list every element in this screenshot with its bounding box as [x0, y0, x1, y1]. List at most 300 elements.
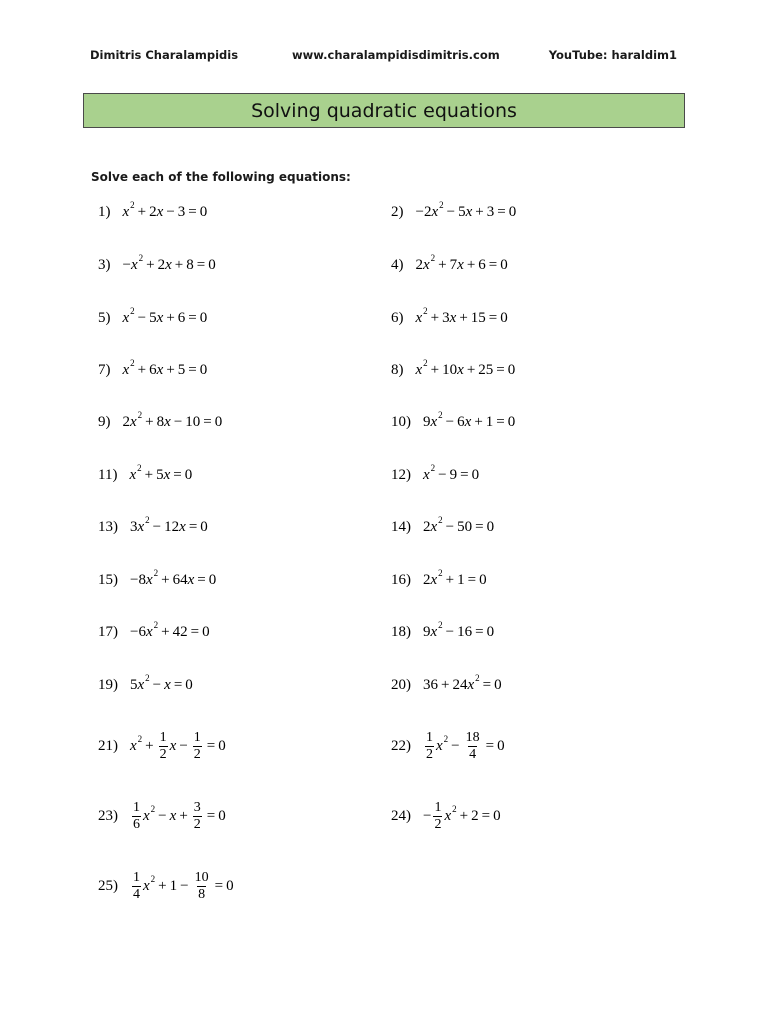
variable: x: [156, 203, 164, 220]
exponent: 2: [438, 620, 443, 630]
operator: +: [145, 737, 154, 754]
problem-number: 18): [391, 623, 411, 640]
problem-number: 9): [98, 413, 111, 430]
exponent: 2: [137, 734, 143, 744]
fraction-denominator: 2: [193, 816, 201, 832]
exponent: 2: [438, 515, 443, 525]
problem-number: 10): [391, 413, 411, 430]
problem-number: 21): [98, 737, 118, 754]
fraction-numerator: 1: [133, 799, 140, 815]
equation: [130, 730, 226, 763]
term: 0: [208, 571, 217, 588]
variable: x: [129, 466, 137, 483]
operator: =: [467, 571, 477, 588]
exponent: 2: [438, 568, 443, 578]
exponent: 2: [130, 200, 135, 210]
equation: [415, 306, 508, 327]
problem-2: [391, 192, 516, 232]
term: 0: [202, 623, 210, 640]
equation: [122, 410, 223, 431]
term: 0: [200, 518, 208, 535]
variable: x: [164, 413, 171, 430]
equation: [130, 870, 234, 903]
operator: −: [445, 413, 455, 430]
exponent: 2: [443, 734, 449, 744]
operator: =: [173, 676, 183, 693]
term: 2: [423, 518, 431, 535]
fraction-denominator: 2: [426, 746, 433, 762]
fraction-denominator: 2: [434, 816, 442, 832]
term: 2: [415, 256, 423, 273]
operator: −: [152, 518, 162, 535]
equation: [129, 463, 193, 484]
exponent: 2: [137, 410, 143, 420]
term: 5: [130, 676, 138, 693]
operator: =: [460, 466, 469, 483]
fraction-numerator: 1: [193, 729, 201, 745]
exponent: 2: [150, 804, 156, 814]
exponent: 2: [430, 463, 436, 473]
operator: +: [474, 413, 483, 430]
variable: x: [430, 413, 438, 430]
variable: x: [145, 623, 153, 640]
term: 7: [449, 256, 458, 273]
term: 12: [164, 518, 180, 535]
variable: x: [465, 203, 473, 220]
problem-number: 4): [391, 256, 404, 273]
term: 0: [500, 309, 508, 326]
variable: x: [415, 309, 423, 326]
fraction: [193, 730, 202, 763]
term: 0: [507, 413, 516, 430]
operator: =: [488, 309, 498, 326]
term: 6: [149, 361, 157, 378]
problem-25: [98, 866, 234, 906]
instructions: Solve each of the following equations:: [91, 170, 351, 184]
variable: x: [457, 361, 464, 378]
equation: [415, 253, 508, 274]
problem-number: 5): [98, 309, 111, 326]
operator: +: [179, 807, 188, 824]
equation: [130, 673, 193, 694]
term: 9: [449, 466, 458, 483]
operator: −: [451, 737, 460, 754]
fraction-denominator: 2: [159, 746, 167, 762]
variable: x: [449, 309, 457, 326]
operator: =: [496, 413, 505, 430]
term: 8: [156, 413, 165, 430]
operator: −: [445, 623, 455, 640]
problem-18: [391, 612, 494, 652]
term: −8: [130, 571, 146, 588]
operator: −: [438, 466, 447, 483]
problem-number: 11): [98, 466, 118, 483]
problem-number: 22): [391, 737, 411, 754]
exponent: 2: [153, 568, 159, 578]
variable: x: [169, 807, 177, 824]
operator: =: [188, 203, 197, 220]
page-title: Solving quadratic equations: [251, 99, 517, 122]
term: 3: [486, 203, 495, 220]
problem-3: [98, 245, 216, 285]
operator: +: [137, 203, 147, 220]
operator: +: [158, 877, 167, 894]
problem-4: [391, 245, 508, 285]
variable: x: [122, 203, 130, 220]
operator: +: [466, 256, 476, 273]
problem-number: 6): [391, 309, 404, 326]
operator: =: [482, 676, 492, 693]
equation: [423, 730, 505, 763]
term: 42: [172, 623, 188, 640]
exponent: 2: [475, 673, 480, 683]
exponent: 2: [130, 306, 135, 316]
operator: =: [173, 466, 182, 483]
term: 6: [457, 413, 465, 430]
fraction: [193, 800, 202, 833]
exponent: 2: [439, 200, 444, 210]
equation: [130, 515, 208, 536]
term: 0: [486, 623, 495, 640]
operator: +: [430, 361, 440, 378]
problem-number: 14): [391, 518, 411, 535]
problem-15: [98, 560, 216, 600]
operator: =: [496, 361, 505, 378]
operator: =: [475, 623, 484, 640]
operator: −: [158, 807, 167, 824]
problem-24: [391, 796, 501, 836]
term: 0: [199, 309, 208, 326]
fraction: [433, 800, 442, 833]
term: −: [423, 807, 432, 824]
term: −6: [130, 623, 146, 640]
variable: x: [156, 361, 164, 378]
fraction-denominator: 8: [198, 886, 206, 902]
equation: [130, 568, 217, 589]
fraction-denominator: 6: [133, 816, 140, 832]
operator: =: [188, 518, 198, 535]
fraction: [159, 730, 168, 763]
equation: [423, 800, 501, 833]
problem-13: [98, 507, 208, 547]
operator: +: [166, 361, 175, 378]
variable: x: [165, 256, 172, 273]
fraction: [132, 800, 141, 833]
problem-9: [98, 402, 222, 442]
problem-1: [98, 192, 207, 232]
problem-17: [98, 612, 210, 652]
operator: +: [459, 807, 469, 824]
problem-5: [98, 298, 207, 338]
term: 0: [185, 676, 193, 693]
term: 36: [423, 676, 438, 693]
variable: x: [423, 466, 430, 483]
exponent: 2: [145, 673, 150, 683]
term: 25: [478, 361, 494, 378]
operator: =: [188, 361, 197, 378]
exponent: 2: [153, 620, 159, 630]
variable: x: [122, 361, 130, 378]
variable: x: [137, 518, 145, 535]
operator: =: [197, 571, 206, 588]
fraction: [132, 870, 141, 903]
operator: −: [179, 737, 188, 754]
operator: −: [166, 203, 175, 220]
equation: [415, 358, 516, 379]
term: 0: [184, 466, 193, 483]
problem-number: 13): [98, 518, 118, 535]
term: 0: [208, 256, 216, 273]
term: 0: [471, 466, 480, 483]
operator: =: [206, 807, 216, 824]
operator: +: [441, 676, 450, 693]
operator: +: [466, 361, 476, 378]
operator: −: [445, 518, 455, 535]
term: 0: [199, 361, 208, 378]
operator: =: [203, 413, 212, 430]
fraction-denominator: 2: [193, 746, 201, 762]
operator: +: [161, 623, 170, 640]
term: 0: [218, 807, 226, 824]
exponent: 2: [145, 515, 150, 525]
problem-14: [391, 507, 494, 547]
problem-number: 3): [98, 256, 111, 273]
equation: [423, 515, 495, 536]
term: 15: [470, 309, 486, 326]
fraction-numerator: 3: [193, 799, 201, 815]
variable: x: [143, 877, 150, 894]
term: 0: [218, 737, 226, 754]
term: 0: [479, 571, 487, 588]
problem-12: [391, 455, 479, 495]
operator: =: [190, 623, 200, 640]
term: 64: [172, 571, 188, 588]
term: 10: [185, 413, 201, 430]
operator: −: [173, 413, 183, 430]
exponent: 2: [423, 358, 428, 368]
operator: =: [488, 256, 498, 273]
term: 0: [507, 361, 516, 378]
term: 6: [177, 309, 186, 326]
variable: x: [163, 466, 171, 483]
fraction: [465, 730, 481, 763]
equation: [130, 800, 226, 833]
term: 0: [493, 807, 501, 824]
fraction: [425, 730, 434, 763]
variable: x: [430, 571, 438, 588]
variable: x: [143, 807, 150, 824]
equation: [423, 463, 480, 484]
operator: +: [445, 571, 455, 588]
author-name: Dimitris Charalampidis: [90, 48, 239, 62]
term: 9: [423, 413, 431, 430]
equation: [423, 673, 502, 694]
variable: x: [156, 309, 164, 326]
term: −: [122, 256, 131, 273]
variable: x: [130, 413, 137, 430]
variable: x: [122, 309, 130, 326]
variable: x: [444, 807, 452, 824]
title-banner: [83, 93, 685, 128]
term: 50: [457, 518, 473, 535]
operator: +: [475, 203, 484, 220]
fraction: [194, 870, 210, 903]
term: 2: [423, 571, 431, 588]
fraction-denominator: 4: [133, 886, 140, 902]
fraction-denominator: 4: [469, 746, 477, 762]
operator: =: [497, 203, 506, 220]
term: 0: [214, 413, 223, 430]
variable: x: [430, 518, 438, 535]
exponent: 2: [430, 253, 436, 263]
equation: [130, 620, 210, 641]
term: 16: [457, 623, 473, 640]
fraction-numerator: 10: [194, 869, 209, 885]
problem-6: [391, 298, 508, 338]
operator: =: [188, 309, 197, 326]
operator: +: [438, 256, 447, 273]
fraction-numerator: 18: [465, 729, 480, 745]
variable: x: [457, 256, 464, 273]
term: 3: [442, 309, 450, 326]
term: 0: [508, 203, 517, 220]
term: 0: [486, 518, 495, 535]
term: 5: [149, 309, 157, 326]
term: 2: [149, 203, 157, 220]
exponent: 2: [137, 463, 142, 473]
problem-number: 8): [391, 361, 404, 378]
problem-7: [98, 350, 207, 390]
variable: x: [436, 737, 443, 754]
equation: [122, 306, 208, 327]
term: 24: [452, 676, 468, 693]
fraction-numerator: 1: [426, 729, 433, 745]
operator: =: [481, 807, 491, 824]
variable: x: [431, 203, 439, 220]
exponent: 2: [452, 804, 457, 814]
operator: =: [475, 518, 484, 535]
exponent: 2: [138, 253, 144, 263]
operator: +: [174, 256, 184, 273]
term: 5: [177, 361, 186, 378]
operator: =: [485, 737, 495, 754]
variable: x: [187, 571, 195, 588]
equation: [423, 410, 516, 431]
term: 2: [471, 807, 479, 824]
term: 2: [122, 413, 130, 430]
problem-8: [391, 350, 515, 390]
equation: [423, 620, 495, 641]
variable: x: [164, 676, 171, 693]
operator: +: [161, 571, 170, 588]
problem-10: [391, 402, 515, 442]
fraction-numerator: 1: [133, 869, 140, 885]
term: 1: [485, 413, 494, 430]
operator: +: [145, 413, 154, 430]
operator: =: [214, 877, 224, 894]
problem-21: [98, 726, 226, 766]
problem-number: 12): [391, 466, 411, 483]
problem-11: [98, 455, 192, 495]
term: 3: [177, 203, 186, 220]
website-url: www.charalampidisdimitris.com: [292, 48, 500, 62]
problem-number: 20): [391, 676, 411, 693]
variable: x: [130, 256, 138, 273]
term: 5: [458, 203, 466, 220]
term: 9: [423, 623, 431, 640]
problem-22: [391, 726, 505, 766]
variable: x: [430, 623, 438, 640]
variable: x: [423, 256, 430, 273]
variable: x: [179, 518, 186, 535]
term: 0: [199, 203, 208, 220]
problem-number: 7): [98, 361, 111, 378]
variable: x: [415, 361, 423, 378]
problem-number: 19): [98, 676, 118, 693]
term: 8: [186, 256, 194, 273]
equation: [122, 200, 208, 221]
operator: +: [459, 309, 468, 326]
operator: +: [137, 361, 147, 378]
problem-number: 2): [391, 203, 404, 220]
operator: +: [430, 309, 440, 326]
variable: x: [145, 571, 153, 588]
term: 0: [226, 877, 234, 894]
operator: =: [206, 737, 216, 754]
variable: x: [169, 737, 177, 754]
equation: [122, 358, 208, 379]
operator: −: [152, 676, 162, 693]
equation: [415, 200, 517, 221]
variable: x: [464, 413, 472, 430]
term: 0: [494, 676, 502, 693]
exponent: 2: [423, 306, 428, 316]
term: 3: [130, 518, 138, 535]
problem-number: 25): [98, 877, 118, 894]
equation: [122, 253, 216, 274]
operator: −: [446, 203, 456, 220]
variable: x: [467, 676, 475, 693]
problem-number: 16): [391, 571, 411, 588]
operator: −: [180, 877, 189, 894]
problem-20: [391, 665, 502, 705]
term: 0: [497, 737, 505, 754]
operator: +: [166, 309, 175, 326]
problem-19: [98, 665, 193, 705]
variable: x: [137, 676, 145, 693]
exponent: 2: [150, 874, 156, 884]
term: 1: [169, 877, 178, 894]
fraction-numerator: 1: [434, 799, 442, 815]
problem-16: [391, 560, 487, 600]
problem-number: 17): [98, 623, 118, 640]
term: 10: [442, 361, 458, 378]
fraction-numerator: 1: [159, 729, 167, 745]
variable: x: [130, 737, 137, 754]
problem-number: 15): [98, 571, 118, 588]
term: 2: [157, 256, 166, 273]
exponent: 2: [438, 410, 443, 420]
operator: +: [146, 256, 155, 273]
problem-23: [98, 796, 226, 836]
problem-number: 24): [391, 807, 411, 824]
operator: +: [144, 466, 154, 483]
term: 1: [457, 571, 465, 588]
equation: [423, 568, 487, 589]
problem-number: 1): [98, 203, 111, 220]
operator: −: [137, 309, 147, 326]
youtube-channel: YouTube: haraldim1: [548, 48, 677, 62]
